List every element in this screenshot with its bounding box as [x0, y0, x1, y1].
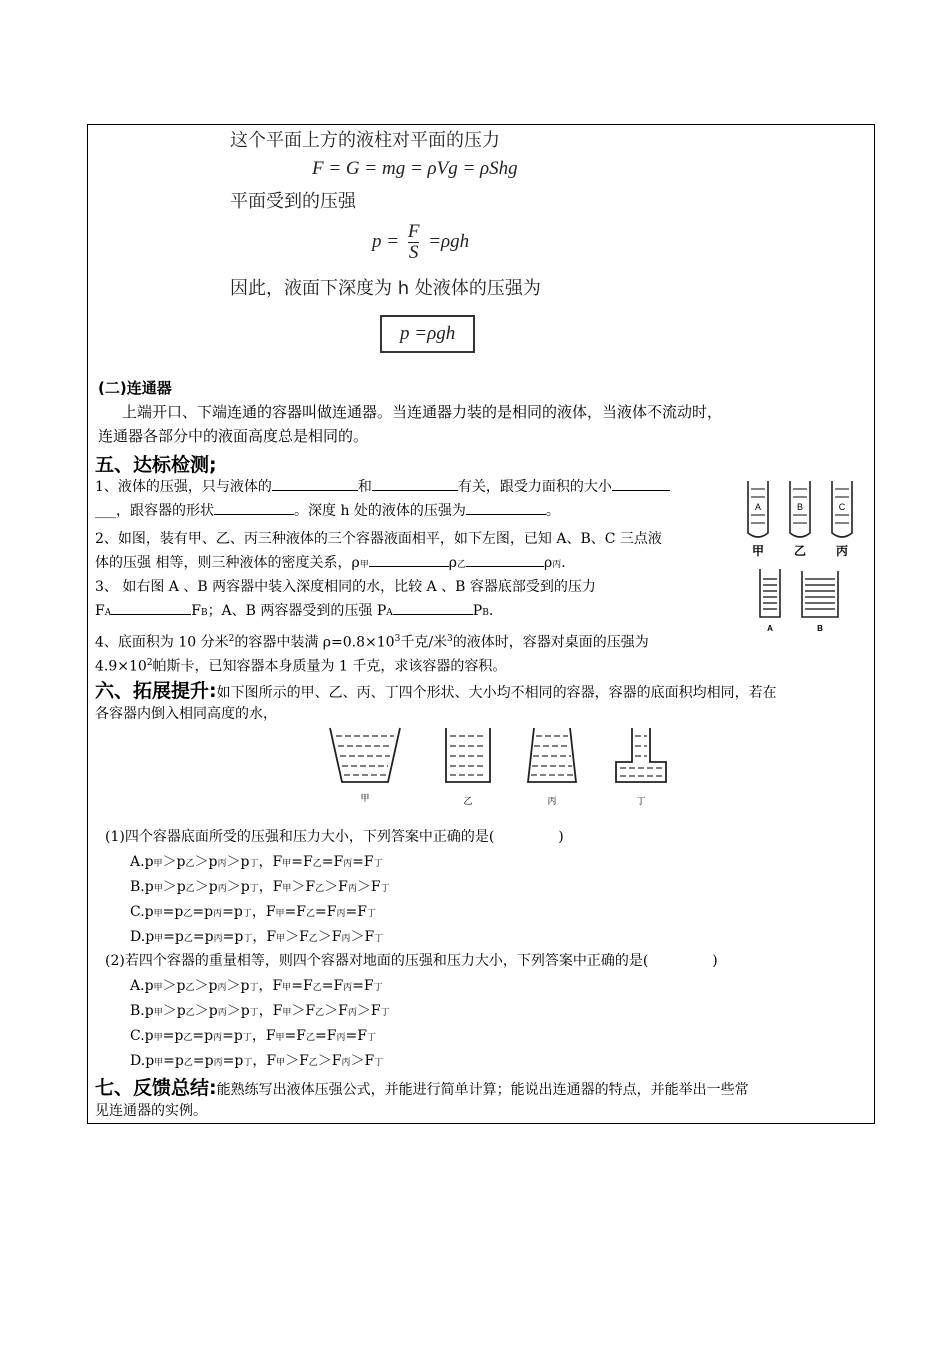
formula-denominator: S [408, 242, 419, 263]
symbol-F: F [299, 929, 309, 945]
relation-op: = [284, 1028, 297, 1044]
relation-op: ＞ [194, 978, 209, 994]
symbol-p: p [174, 1053, 184, 1069]
symbol-F: F [305, 1003, 316, 1019]
subscript: 丁 [366, 909, 376, 919]
option-letter: B. [130, 1003, 145, 1019]
subscript: 甲 [282, 859, 292, 869]
derivation-line-1: 这个平面上方的液柱对平面的压力 [230, 130, 500, 151]
comma: ， [252, 929, 267, 945]
symbol-p: p [208, 978, 218, 994]
subscript: 丁 [249, 983, 259, 993]
section6-header [95, 676, 777, 705]
relation-op: = [192, 904, 205, 920]
subscript: 丙 [213, 1033, 223, 1043]
relation-op: ＞ [194, 1003, 209, 1019]
subscript: 甲 [153, 1008, 163, 1018]
subscript: 丁 [249, 884, 259, 894]
subscript: 丙 [341, 1058, 351, 1068]
subscript: 丙 [217, 1008, 227, 1018]
subscript: 乙 [183, 934, 193, 944]
relation-op: ＞ [226, 1003, 241, 1019]
q4-text-d: 的液体时，容器对桌面的压强为 [452, 634, 649, 651]
q4-text-e: 4.9×10 [95, 658, 147, 675]
symbol-F: F [266, 1053, 277, 1069]
tube-label-bing: 丙 [835, 544, 849, 558]
relation-op: = [352, 854, 364, 870]
symbol-p: p [176, 1003, 186, 1019]
tube-label-yi: 乙 [793, 544, 807, 558]
close-paren: ) [558, 829, 564, 845]
symbol-p: p [176, 978, 186, 994]
q1-text-f: 。 [545, 503, 560, 519]
relation-op: ＞ [350, 1053, 365, 1069]
subscript: 丁 [242, 909, 252, 919]
relation-op: = [345, 1028, 358, 1044]
beakers-ab [760, 569, 838, 617]
relation-op: = [352, 978, 364, 994]
beaker-label-B: B [817, 624, 823, 633]
blank[interactable] [393, 614, 473, 615]
symbol-F: F [326, 904, 337, 920]
symbol-p: p [234, 929, 244, 945]
formula-fraction [408, 222, 420, 263]
symbol-p: p [204, 1028, 214, 1044]
symbol-p: p [234, 1053, 244, 1069]
q1-line-1 [95, 475, 670, 499]
connector-para-2: 连通器各部分中的液面高度总是相同的。 [98, 427, 369, 445]
q3-F: F [95, 603, 105, 619]
q2-line-1: 2、如图，装有甲、乙、丙三种液体的三个容器液面相平，如下左图，已知 A、B、C 三点液 [95, 531, 662, 547]
symbol-F: F [364, 1053, 375, 1069]
relation-op: = [222, 904, 234, 920]
subscript: 丁 [242, 1033, 252, 1043]
blank[interactable] [372, 490, 458, 491]
q4-text-a: 4、底面积为 10 分米 [95, 634, 229, 651]
option-row[interactable] [130, 974, 383, 1000]
q3-P: P [472, 603, 483, 619]
symbol-p: p [174, 929, 184, 945]
subscript: 乙 [183, 1058, 193, 1068]
relation-op: = [163, 929, 175, 945]
symbol-F: F [272, 978, 283, 994]
option-letter: C. [130, 1028, 145, 1044]
comma: ， [251, 1028, 266, 1044]
subscript: 乙 [185, 1008, 195, 1018]
q4-text-b: 的容器中装满 ρ=0.8×10 [234, 634, 395, 651]
subscript: 乙 [308, 1058, 318, 1068]
symbol-F: F [338, 1003, 348, 1019]
formula-force: F = G = mg = ρVg = ρShg [312, 158, 518, 179]
symbol-F: F [364, 929, 375, 945]
relation-op: = [222, 929, 235, 945]
container-label-bing: 丙 [547, 797, 557, 807]
relation-op: ＞ [317, 1053, 332, 1069]
subscript: 丙 [347, 884, 357, 894]
relation-op: = [192, 1028, 205, 1044]
symbol-F: F [338, 879, 348, 895]
relation-op: = [321, 854, 334, 870]
relation-op: ＞ [291, 879, 306, 895]
symbol-p: p [144, 854, 154, 870]
relation-op: = [162, 1028, 175, 1044]
comma: ， [258, 854, 273, 870]
point-A-label: A [754, 502, 762, 512]
symbol-F: F [326, 1028, 337, 1044]
symbol-p: p [176, 879, 186, 895]
sup: 3 [447, 634, 453, 644]
q1-line-2 [95, 499, 560, 523]
option-letter: D. [130, 929, 146, 945]
subscript: 甲 [276, 934, 286, 944]
subscript: 丙 [343, 859, 353, 869]
subscript: 乙 [308, 934, 318, 944]
comma: ， [258, 1003, 273, 1019]
symbol-p: p [144, 1028, 154, 1044]
rho: ρ [543, 555, 553, 571]
q3-F: F [191, 603, 201, 619]
option-row[interactable] [130, 925, 383, 951]
test-tube-figure [740, 475, 865, 640]
subscript: 丙 [217, 884, 227, 894]
relation-op: ＞ [162, 1003, 177, 1019]
subscript: 甲 [282, 884, 292, 894]
subscript: 甲 [282, 1008, 292, 1018]
q1-text-d: ___，跟容器的形状 [95, 503, 214, 519]
period: . [561, 555, 566, 571]
symbol-F: F [331, 1053, 342, 1069]
period: . [488, 603, 494, 619]
subscript: 乙 [185, 859, 195, 869]
derivation-line-3: 因此，液面下深度为 h 处液体的压强为 [230, 278, 541, 299]
question-2-text: (2)若四个容器的重量相等，则四个容器对地面的压强和压力大小，下列答案中正确的是( [105, 953, 649, 969]
relation-op: ＞ [226, 879, 241, 895]
symbol-p: p [144, 879, 154, 895]
relation-op: ＞ [226, 978, 241, 994]
subscript: 乙 [312, 983, 322, 993]
subscript: 丁 [249, 859, 259, 869]
option-letter: C. [130, 904, 145, 920]
formula-pressure-rhs: =ρgh [428, 230, 470, 252]
boxed-formula: p =ρgh [380, 315, 475, 353]
q3-text-mid: ；A、B 两容器受到的压强 P [207, 603, 387, 619]
symbol-F: F [357, 904, 367, 920]
relation-op: ＞ [291, 1003, 306, 1019]
sup: 3 [394, 634, 401, 644]
subscript: 甲 [282, 983, 292, 993]
subscript: 乙 [185, 983, 195, 993]
blank[interactable] [214, 514, 294, 515]
q4-line-2 [95, 651, 506, 679]
symbol-p: p [144, 978, 154, 994]
relation-op: ＞ [194, 879, 209, 895]
symbol-p: p [240, 854, 250, 870]
symbol-F: F [305, 879, 316, 895]
subscript: 乙 [315, 1008, 325, 1018]
relation-op: ＞ [162, 879, 177, 895]
relation-op: ＞ [285, 929, 300, 945]
relation-op: ＞ [324, 1003, 339, 1019]
sub-A: A [104, 608, 112, 618]
sub-jia: 甲 [359, 560, 369, 570]
subscript: 丁 [249, 1008, 259, 1018]
q2-text-b: 体的压强 相等，则三种液体的密度关系，ρ [95, 555, 360, 571]
beaker-label-A: A [767, 624, 773, 633]
subscript: 甲 [275, 909, 285, 919]
q1-text-b: 和 [357, 479, 372, 495]
symbol-p: p [208, 879, 218, 895]
subscript: 丙 [343, 983, 353, 993]
option-letter: D. [130, 1053, 146, 1069]
sup: 2 [228, 634, 235, 644]
relation-op: ＞ [350, 929, 365, 945]
blank[interactable] [466, 566, 544, 567]
symbol-p: p [233, 904, 243, 920]
section5-heading: 五、达标检测; [95, 454, 217, 476]
subscript: 丁 [243, 1058, 253, 1068]
relation-op: ＞ [324, 879, 339, 895]
relation-op: ＞ [162, 978, 177, 994]
question-2 [105, 949, 718, 973]
q3-line-1: 3、 如右图 A 、B 两容器中装入深度相同的水，比较 A 、B 容器底部受到的压力 [95, 579, 596, 595]
q2-line-2 [95, 551, 566, 577]
subscript: 丙 [347, 1008, 357, 1018]
sub-B: B [200, 608, 208, 618]
symbol-p: p [176, 854, 186, 870]
q1-text-a: 1、液体的压强，只与液体的 [95, 479, 272, 495]
relation-op: ＞ [162, 854, 177, 870]
symbol-F: F [272, 879, 283, 895]
subscript: 丁 [380, 884, 390, 894]
tube-label-jia: 甲 [751, 544, 765, 558]
section7-text-a: 能熟练写出液体压强公式，并能进行简单计算；能说出连通器的特点，并能举出一些常 [216, 1082, 749, 1098]
symbol-F: F [302, 978, 313, 994]
sub-A: A [386, 608, 393, 618]
subscript: 甲 [153, 909, 163, 919]
symbol-p: p [145, 929, 155, 945]
subscript: 丁 [380, 1008, 390, 1018]
subscript: 甲 [153, 983, 163, 993]
container-outlines [330, 728, 666, 782]
option-row[interactable] [130, 1049, 383, 1075]
symbol-p: p [208, 1003, 218, 1019]
option-row[interactable] [130, 900, 376, 926]
subscript: 丙 [213, 909, 223, 919]
symbol-F: F [296, 1028, 306, 1044]
subscript: 甲 [153, 1033, 163, 1043]
subscript: 丙 [213, 1058, 223, 1068]
relation-op: = [162, 904, 175, 920]
symbol-F: F [272, 1003, 283, 1019]
relation-op: = [192, 1053, 205, 1069]
formula-numerator: F [407, 221, 420, 242]
comma: ， [252, 1053, 267, 1069]
subscript: 乙 [312, 859, 322, 869]
relation-op: = [291, 978, 303, 994]
symbol-p: p [204, 1053, 214, 1069]
symbol-F: F [333, 978, 344, 994]
formula-pressure [372, 222, 469, 263]
close-paren: ) [712, 953, 718, 969]
subscript: 丙 [341, 934, 351, 944]
option-row[interactable] [130, 999, 390, 1025]
subscript: 丁 [374, 934, 384, 944]
symbol-F: F [299, 1053, 309, 1069]
subscript: 丁 [243, 934, 253, 944]
sub-B: B [482, 608, 489, 618]
relation-op: ＞ [356, 1003, 371, 1019]
section6-intro-a: 如下图所示的甲、乙、丙、丁四个形状、大小均不相同的容器，容器的底面积均相同，若在 [216, 685, 777, 701]
question-1 [105, 825, 564, 849]
symbol-p: p [240, 879, 250, 895]
container-label-jia: 甲 [360, 794, 370, 804]
beaker-A [760, 569, 780, 617]
symbol-F: F [333, 854, 344, 870]
beaker-B [802, 571, 838, 617]
subscript: 丙 [217, 983, 227, 993]
symbol-p: p [144, 904, 154, 920]
q4-text-c: 千克/米 [400, 634, 448, 651]
q1-text-e: 。深度 h 处的液体的压强为 [294, 503, 466, 519]
point-B-label: B [796, 502, 804, 512]
sub-bing: 丙 [552, 560, 562, 570]
relation-op: = [291, 854, 303, 870]
symbol-p: p [144, 1003, 154, 1019]
symbol-p: p [208, 854, 218, 870]
sub-yi: 乙 [456, 560, 466, 570]
symbol-p: p [233, 1028, 243, 1044]
connector-para-1: 上端开口、下端连通的容器叫做连通器。当连通器力装的是相同的液体，当液体不流动时， [122, 403, 723, 421]
subscript: 丙 [213, 934, 223, 944]
blank[interactable] [111, 614, 191, 615]
symbol-F: F [363, 978, 374, 994]
container-label-yi: 乙 [463, 797, 473, 807]
symbol-F: F [370, 879, 381, 895]
blank[interactable] [466, 514, 546, 515]
relation-op: = [345, 904, 358, 920]
subscript: 乙 [183, 909, 193, 919]
symbol-F: F [357, 1028, 367, 1044]
subscript: 乙 [306, 909, 316, 919]
relation-op: ＞ [285, 1053, 300, 1069]
relation-op: = [222, 1053, 235, 1069]
subscript: 丙 [217, 859, 227, 869]
beaker-liquid [763, 579, 835, 609]
section6-heading: 六、拓展提升: [95, 680, 217, 702]
symbol-p: p [240, 978, 250, 994]
symbol-F: F [363, 854, 374, 870]
symbol-F: F [370, 1003, 381, 1019]
q1-text-c: 有关，跟受力面积的大小 [457, 479, 612, 495]
relation-op: ＞ [226, 854, 241, 870]
comma: ， [258, 879, 273, 895]
subscript: 乙 [185, 884, 195, 894]
four-containers-figure [320, 722, 680, 812]
blank[interactable] [369, 566, 449, 567]
symbol-F: F [265, 1028, 276, 1044]
relation-op: ＞ [356, 879, 371, 895]
container-bing [528, 728, 576, 782]
subscript: 丁 [373, 983, 383, 993]
subscript: 丁 [366, 1033, 376, 1043]
comma: ， [251, 904, 266, 920]
section7-header [95, 1073, 749, 1102]
symbol-p: p [174, 1028, 184, 1044]
symbol-F: F [296, 904, 306, 920]
question-1-text: (1)四个容器底面所受的压强和压力大小，下列答案中正确的是( [105, 829, 495, 845]
symbol-F: F [302, 854, 313, 870]
subscript: 甲 [154, 934, 164, 944]
blank[interactable] [272, 490, 358, 491]
section7-heading: 七、反馈总结: [95, 1077, 217, 1099]
relation-op: = [284, 904, 297, 920]
option-letter: B. [130, 879, 145, 895]
relation-op: = [315, 1028, 327, 1044]
q3-line-2 [95, 599, 493, 625]
connector-heading: (二)连通器 [98, 379, 172, 397]
subscript: 乙 [306, 1033, 316, 1043]
section7-text-b: 见连通器的实例。 [95, 1103, 207, 1119]
subscript: 乙 [183, 1033, 193, 1043]
symbol-F: F [265, 904, 276, 920]
blank[interactable] [612, 490, 670, 491]
subscript: 甲 [276, 1058, 286, 1068]
relation-op: = [315, 904, 327, 920]
section6-intro-b: 各容器内倒入相同高度的水， [95, 706, 277, 722]
subscript: 丙 [336, 909, 346, 919]
formula-pressure-lhs: p = [372, 230, 400, 252]
option-row[interactable] [130, 850, 383, 876]
sup: 2 [146, 658, 153, 668]
relation-op: = [321, 978, 334, 994]
symbol-F: F [331, 929, 342, 945]
symbol-p: p [204, 904, 214, 920]
comma: ， [258, 978, 273, 994]
subscript: 乙 [315, 884, 325, 894]
subscript: 丁 [373, 859, 383, 869]
subscript: 甲 [153, 884, 163, 894]
symbol-p: p [174, 904, 184, 920]
subscript: 甲 [153, 859, 163, 869]
relation-op: ＞ [194, 854, 209, 870]
point-C-label: C [838, 502, 846, 512]
subscript: 甲 [154, 1058, 164, 1068]
container-water [336, 736, 662, 776]
container-label-ding: 丁 [636, 797, 646, 807]
subscript: 丙 [336, 1033, 346, 1043]
option-row[interactable] [130, 1024, 376, 1050]
symbol-p: p [204, 929, 214, 945]
relation-op: = [163, 1053, 175, 1069]
relation-op: ＞ [317, 929, 332, 945]
derivation-line-2: 平面受到的压强 [230, 191, 356, 212]
subscript: 甲 [275, 1033, 285, 1043]
symbol-p: p [240, 1003, 250, 1019]
q4-text-f: 帕斯卡，已知容器本身质量为 1 千克，求该容器的容积。 [152, 658, 507, 675]
relation-op: = [192, 929, 205, 945]
subscript: 丁 [374, 1058, 384, 1068]
rho: ρ [448, 555, 457, 571]
option-row[interactable] [130, 875, 390, 901]
relation-op: = [222, 1028, 234, 1044]
symbol-F: F [266, 929, 277, 945]
symbol-F: F [272, 854, 283, 870]
symbol-p: p [145, 1053, 155, 1069]
option-letter: A. [130, 978, 145, 994]
option-letter: A. [130, 854, 145, 870]
